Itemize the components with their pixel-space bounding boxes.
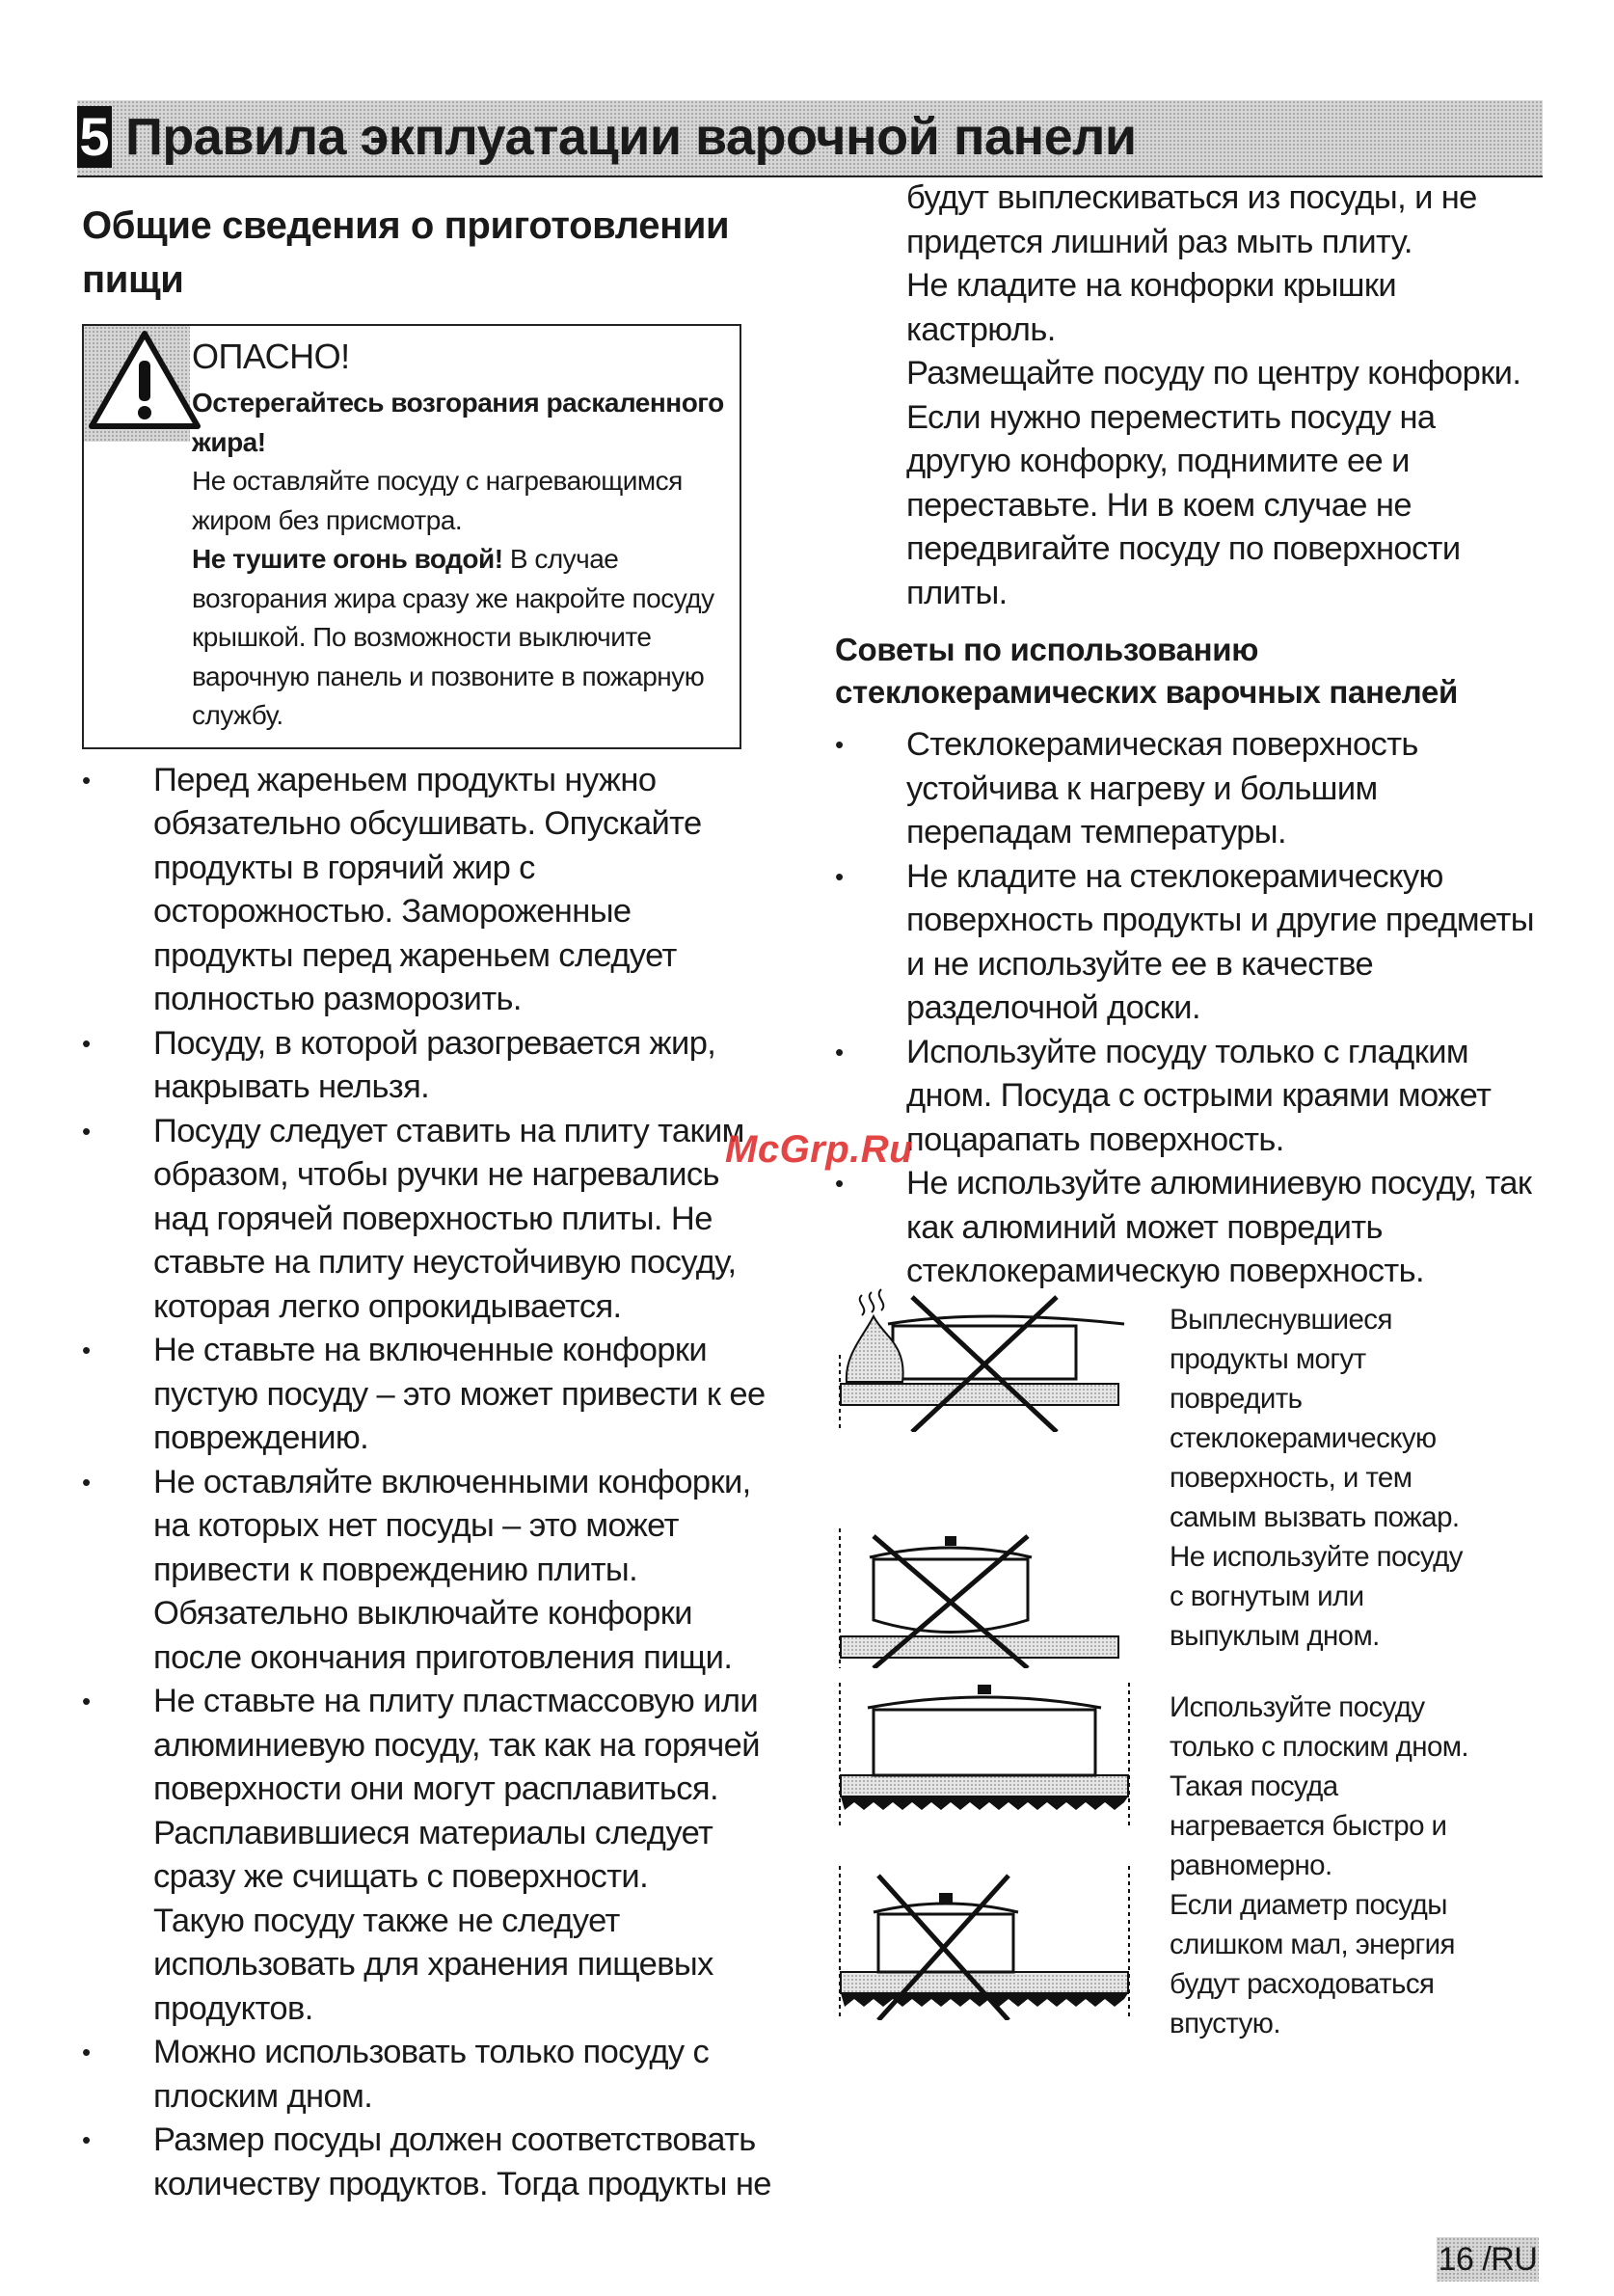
subsection-title: Советы по использованию стеклокерамических варочных панелей [835,632,1459,710]
list-item-extra: Такую посуду также не следует использовать для хранения пищевых продуктов. [153,1902,713,2027]
left-column [82,199,778,2206]
figure-spill-crossed [835,1287,1134,1432]
danger-warning-box [82,324,741,749]
list-item: • Стеклокерамическая поверхность устойчива к нагреву и большим перепадам температуры. [835,723,1539,855]
glass-ceramic-tips-list [835,723,1539,1294]
caption-group-1 [1170,1300,1478,1656]
list-item: • Не ставьте на включенные конфорки пустую посуду – это может привести к ее повреждению. [82,1329,778,1461]
list-item: • Не ставьте на плиту пластмассовую или алюминиевую посуду, так как на горячей поверхности они могут расплавиться. Расплавившиеся материалы следует сразу же счищать с поверхности. [82,1680,778,1900]
convex-pot-illustration [835,1528,1134,1668]
caption-flat: Используйте посуду только с плоским дном. Такая посуда нагревается быстро и равномерно. [1170,1691,1469,1881]
caption-group-2 [1170,1688,1478,2043]
continued-text-2: Не кладите на конфорки крышки кастрюль. [906,267,1397,348]
warning-text-1: Не оставляйте посуду с нагревающимся жиром без присмотра. [192,466,683,535]
cooking-rules-list-cont [82,2031,778,2206]
chapter-number: 5 [77,106,112,168]
list-item: • Размер посуды должен соответствовать количеству продуктов. Тогда продукты не [82,2119,778,2206]
caption-convex: Не используйте посуду с вогнутым или выпуклым дном. [1170,1541,1463,1652]
list-item: • Не используйте алюминиевую посуду, так как алюминий может повредить стеклокерамическую поверхность. [835,1162,1539,1294]
list-item: • Используйте посуду только с гладким дном. Посуда с острыми краями может поцарапать поверхность. [835,1031,1539,1163]
list-item: • Можно использовать только посуду с плоским дном. [82,2031,778,2119]
list-item: • Не оставляйте включенными конфорки, на которых нет посуды – это может привести к повреждению плиты. Обязательно выключайте конфорки после окончания приготовления пищи. [82,1461,778,1681]
list-item: • Перед жареньем продукты нужно обязательно обсушивать. Опускайте продукты в горячий жир с осторожностью. Замороженные продукты перед жареньем следует полностью разморозить. [82,759,778,1022]
warning-text-2: Не тушите огонь водой! В случае возгорания жира сразу же накройте посуду крышкой. По возможности выключите варочную панель и позвоните в пожарную службу. [192,544,714,730]
continued-text-1: будут выплескиваться из посуды, и не придется лишний раз мыть плиту. [906,179,1477,260]
page-number: 16 /RU [1437,2237,1539,2282]
figure-small-pot-crossed [835,1866,1134,2020]
warning-subtitle: Остерегайтесь возгорания раскаленного жира! [192,388,724,457]
watermark: McGrp.Ru [725,1128,914,1171]
section-title: Общие сведения о приготовлении пищи [82,204,730,301]
figure-flat-pot-ok [835,1683,1134,1827]
list-item: • Посуду, в которой разогревается жир, накрывать нельзя. [82,1022,778,1110]
cooking-rules-list [82,759,778,1900]
list-item: • Не кладите на стеклокерамическую поверхность продукты и другие предметы и не используйте ее в качестве разделочной доски. [835,855,1539,1031]
flat-pot-illustration [835,1683,1134,1827]
list-item: • Посуду следует ставить на плиту таким образом, чтобы ручки не нагревались над горячей поверхностью плиты. Не ставьте на плиту неустойчивую посуду, которая легко опрокидывается. [82,1110,778,1330]
warning-title: ОПАСНО! [192,337,350,376]
chapter-header [77,100,1543,177]
spill-pot-illustration [835,1287,1134,1432]
chapter-title: Правила экплуатации варочной панели [125,108,1137,166]
continued-text-3: Размещайте посуду по центру конфорки. Если нужно переместить посуду на другую конфорку, поднимите ее и переставьте. Ни в коем случае не передвигайте посуду по поверхности плиты. [906,355,1521,611]
small-pot-illustration [835,1866,1134,2020]
right-column [835,176,1539,1294]
caption-small: Если диаметр посуды слишком мал, энергия будут расходоваться впустую. [1170,1889,1455,2039]
figure-convex-crossed [835,1528,1134,1668]
warning-triangle-icon [88,330,202,432]
caption-spill: Выплеснувшиеся продукты могут повредить стеклокерамическую поверхность, и тем самым вызвать пожар. [1170,1304,1460,1533]
